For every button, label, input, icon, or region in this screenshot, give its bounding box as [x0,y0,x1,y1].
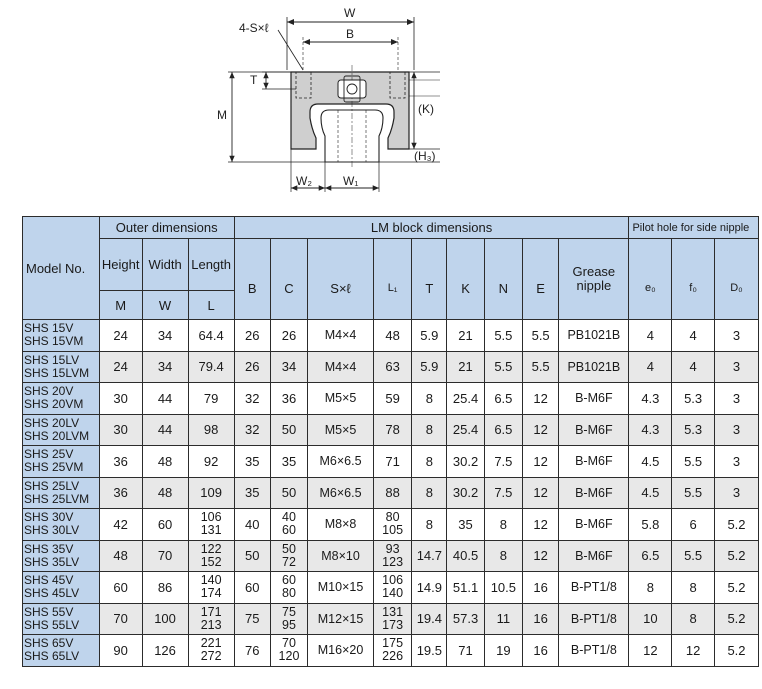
model-number: SHS 25LVM [24,491,90,506]
model-number: SHS 55LV [24,617,80,632]
cell-c: 40 60 [270,509,307,541]
cell-w: 44 [142,414,188,446]
cell-s: M5×5 [308,414,374,446]
cell-c: 34 [270,351,307,383]
cell-k: 21 [447,320,484,352]
model-number: SHS 20LVM [24,428,90,443]
cell-e: 12 [523,414,559,446]
model-number: SHS 25VM [24,460,84,475]
cell-f0: 5.5 [672,540,715,572]
cell-s: M12×15 [308,603,374,635]
header-m: M [99,291,142,320]
header-b: B [234,239,270,320]
cell-e0: 4.5 [629,477,672,509]
model-number: SHS 35V [24,541,74,556]
model-number: SHS 15V [24,321,74,336]
cell-l: 64.4 [188,320,234,352]
model-number: SHS 35LV [24,554,80,569]
cell-k: 35 [447,509,484,541]
table-row [23,635,759,667]
cell-t: 8 [412,446,447,478]
cell-d0: 5.2 [715,603,759,635]
cell-b: 26 [234,351,270,383]
header-f0: f₀ [672,239,715,320]
cell-b: 35 [234,446,270,478]
header-l: L [188,291,234,320]
cell-nipple: B-M6F [559,414,629,446]
cell-s: M8×10 [308,540,374,572]
cell-b: 26 [234,320,270,352]
cell-e0: 4.3 [629,414,672,446]
cell-s: M6×6.5 [308,477,374,509]
label-b: B [346,27,355,41]
cell-d0: 5.2 [715,572,759,604]
cell-nipple: B-PT1/8 [559,603,629,635]
cell-c: 26 [270,320,307,352]
cell-f0: 6 [672,509,715,541]
cell-nipple: PB1021B [559,351,629,383]
cell-e0: 12 [629,635,672,667]
table-row [23,383,759,415]
cell-e0: 6.5 [629,540,672,572]
cell-b: 60 [234,572,270,604]
cell-e: 5.5 [523,351,559,383]
cell-l1: 88 [373,477,411,509]
model-number: SHS 30V [24,510,74,525]
cell-l: 122 152 [188,540,234,572]
cell-m: 60 [99,572,142,604]
cell-n: 8 [484,509,522,541]
cell-l1: 63 [373,351,411,383]
cell-l1: 71 [373,446,411,478]
cell-l: 106 131 [188,509,234,541]
header-n: N [484,239,522,320]
label-w1: W₁ [343,174,359,188]
cell-t: 8 [412,509,447,541]
cell-m: 30 [99,414,142,446]
cell-c: 50 [270,414,307,446]
header-t: T [412,239,447,320]
cell-n: 7.5 [484,477,522,509]
cell-l1: 80 105 [373,509,411,541]
cell-t: 8 [412,477,447,509]
cell-l: 109 [188,477,234,509]
cell-m: 24 [99,320,142,352]
cell-l1: 59 [373,383,411,415]
header-model-no: Model No. [23,217,100,320]
cell-m: 24 [99,351,142,383]
cell-d0: 3 [715,477,759,509]
cell-t: 8 [412,383,447,415]
model-cell [23,635,100,667]
header-height: Height [99,239,142,291]
cell-k: 40.5 [447,540,484,572]
cell-k: 25.4 [447,383,484,415]
cell-f0: 8 [672,603,715,635]
model-cell [23,477,100,509]
cell-l: 98 [188,414,234,446]
cell-d0: 3 [715,414,759,446]
cell-nipple: B-M6F [559,509,629,541]
cell-nipple: B-M6F [559,540,629,572]
cell-e0: 5.8 [629,509,672,541]
cell-t: 8 [412,414,447,446]
model-number: SHS 65V [24,636,74,651]
cell-e: 16 [523,603,559,635]
cell-b: 40 [234,509,270,541]
model-cell [23,446,100,478]
cell-l: 140 174 [188,572,234,604]
cell-t: 14.9 [412,572,447,604]
cell-c: 50 72 [270,540,307,572]
cell-c: 70 120 [270,635,307,667]
cell-b: 50 [234,540,270,572]
header-w: W [142,291,188,320]
cell-l1: 78 [373,414,411,446]
cell-d0: 5.2 [715,635,759,667]
cell-e0: 8 [629,572,672,604]
cell-e: 12 [523,540,559,572]
cell-k: 71 [447,635,484,667]
cell-n: 6.5 [484,383,522,415]
cell-w: 86 [142,572,188,604]
cell-k: 21 [447,351,484,383]
cell-m: 30 [99,383,142,415]
cell-m: 90 [99,635,142,667]
cell-e0: 4 [629,351,672,383]
cell-c: 50 [270,477,307,509]
cell-nipple: B-PT1/8 [559,635,629,667]
cell-m: 48 [99,540,142,572]
cell-l1: 48 [373,320,411,352]
cell-nipple: B-M6F [559,446,629,478]
cell-m: 36 [99,446,142,478]
header-length: Length [188,239,234,291]
cell-l: 171 213 [188,603,234,635]
table-row [23,320,759,352]
cell-k: 30.2 [447,477,484,509]
label-m: M [217,108,227,122]
cell-w: 34 [142,351,188,383]
cell-b: 35 [234,477,270,509]
model-cell [23,540,100,572]
cell-l: 221 272 [188,635,234,667]
cell-l1: 106 140 [373,572,411,604]
cell-k: 25.4 [447,414,484,446]
cell-t: 5.9 [412,351,447,383]
cell-e0: 4 [629,320,672,352]
cell-t: 19.4 [412,603,447,635]
model-number: SHS 30LV [24,523,80,538]
cell-l: 92 [188,446,234,478]
cell-d0: 3 [715,320,759,352]
cell-m: 36 [99,477,142,509]
cell-w: 44 [142,383,188,415]
header-lm-block-dimensions: LM block dimensions [234,217,629,239]
header-k: K [447,239,484,320]
cell-f0: 8 [672,572,715,604]
cell-e: 5.5 [523,320,559,352]
cell-d0: 5.2 [715,540,759,572]
model-number: SHS 45V [24,573,74,588]
cell-nipple: PB1021B [559,320,629,352]
cell-s: M4×4 [308,320,374,352]
cell-f0: 5.3 [672,414,715,446]
cell-w: 34 [142,320,188,352]
lm-block-cross-section-diagram [0,0,762,215]
cell-c: 36 [270,383,307,415]
model-number: SHS 20V [24,384,74,399]
cell-l: 79.4 [188,351,234,383]
model-cell [23,414,100,446]
label-t: T [250,73,258,87]
specification-table [22,216,759,667]
cell-n: 19 [484,635,522,667]
model-cell [23,320,100,352]
header-s: S×ℓ [308,239,374,320]
cell-e: 12 [523,477,559,509]
cell-n: 11 [484,603,522,635]
cell-w: 60 [142,509,188,541]
cell-s: M4×4 [308,351,374,383]
cell-c: 60 80 [270,572,307,604]
model-number: SHS 20LV [24,415,80,430]
header-grease-nipple: Grease nipple [559,239,629,320]
cell-l: 79 [188,383,234,415]
cell-f0: 5.5 [672,446,715,478]
label-h3: (H₃) [414,149,436,163]
header-c: C [270,239,307,320]
cell-k: 51.1 [447,572,484,604]
cell-w: 70 [142,540,188,572]
cell-b: 76 [234,635,270,667]
cell-e0: 10 [629,603,672,635]
cell-w: 48 [142,477,188,509]
cell-w: 126 [142,635,188,667]
label-w: W [344,6,356,20]
label-w2: W₂ [296,174,312,188]
model-cell [23,351,100,383]
cell-l1: 175 226 [373,635,411,667]
cell-t: 14.7 [412,540,447,572]
cell-m: 70 [99,603,142,635]
cell-n: 5.5 [484,351,522,383]
model-cell [23,383,100,415]
cell-f0: 12 [672,635,715,667]
header-d0: D₀ [715,239,759,320]
cell-nipple: B-M6F [559,383,629,415]
cell-w: 100 [142,603,188,635]
cell-n: 6.5 [484,414,522,446]
cell-n: 5.5 [484,320,522,352]
cell-l1: 93 123 [373,540,411,572]
cell-f0: 5.5 [672,477,715,509]
model-cell [23,603,100,635]
model-number: SHS 55V [24,604,74,619]
cell-e: 16 [523,572,559,604]
cell-s: M5×5 [308,383,374,415]
model-number: SHS 15LV [24,352,80,367]
label-k: (K) [418,102,434,116]
header-outer-dimensions: Outer dimensions [99,217,234,239]
cell-e: 12 [523,509,559,541]
cell-f0: 4 [672,320,715,352]
cell-s: M10×15 [308,572,374,604]
cell-n: 8 [484,540,522,572]
cell-l1: 131 173 [373,603,411,635]
cell-e: 12 [523,446,559,478]
header-e: E [523,239,559,320]
cell-b: 75 [234,603,270,635]
header-l1: L₁ [373,239,411,320]
model-cell [23,572,100,604]
cell-b: 32 [234,383,270,415]
cell-k: 30.2 [447,446,484,478]
cell-d0: 5.2 [715,509,759,541]
cell-n: 10.5 [484,572,522,604]
model-number: SHS 15VM [24,334,84,349]
header-width: Width [142,239,188,291]
model-number: SHS 65LV [24,649,80,664]
model-number: SHS 20VM [24,397,84,412]
cell-e: 16 [523,635,559,667]
cell-n: 7.5 [484,446,522,478]
cell-s: M6×6.5 [308,446,374,478]
cell-t: 5.9 [412,320,447,352]
table-row [23,603,759,635]
table-row [23,477,759,509]
header-e0: e₀ [629,239,672,320]
cell-f0: 4 [672,351,715,383]
model-number: SHS 25LV [24,478,80,493]
cell-m: 42 [99,509,142,541]
table-row [23,509,759,541]
model-number: SHS 45LV [24,586,80,601]
cell-e0: 4.3 [629,383,672,415]
table-row [23,414,759,446]
cell-k: 57.3 [447,603,484,635]
cell-d0: 3 [715,383,759,415]
cell-t: 19.5 [412,635,447,667]
cell-e0: 4.5 [629,446,672,478]
table-row [23,446,759,478]
cell-c: 75 95 [270,603,307,635]
cell-d0: 3 [715,446,759,478]
table-row [23,572,759,604]
model-cell [23,509,100,541]
cell-nipple: B-PT1/8 [559,572,629,604]
cell-s: M16×20 [308,635,374,667]
cell-c: 35 [270,446,307,478]
table-row [23,351,759,383]
header-pilot-hole: Pilot hole for side nipple [629,217,759,239]
cell-b: 32 [234,414,270,446]
table-row [23,540,759,572]
model-number: SHS 25V [24,447,74,462]
cell-w: 48 [142,446,188,478]
cell-f0: 5.3 [672,383,715,415]
cell-d0: 3 [715,351,759,383]
cell-e: 12 [523,383,559,415]
cell-nipple: B-M6F [559,477,629,509]
cell-s: M8×8 [308,509,374,541]
model-number: SHS 15LVM [24,365,90,380]
label-screw: 4-S×ℓ [239,21,269,35]
